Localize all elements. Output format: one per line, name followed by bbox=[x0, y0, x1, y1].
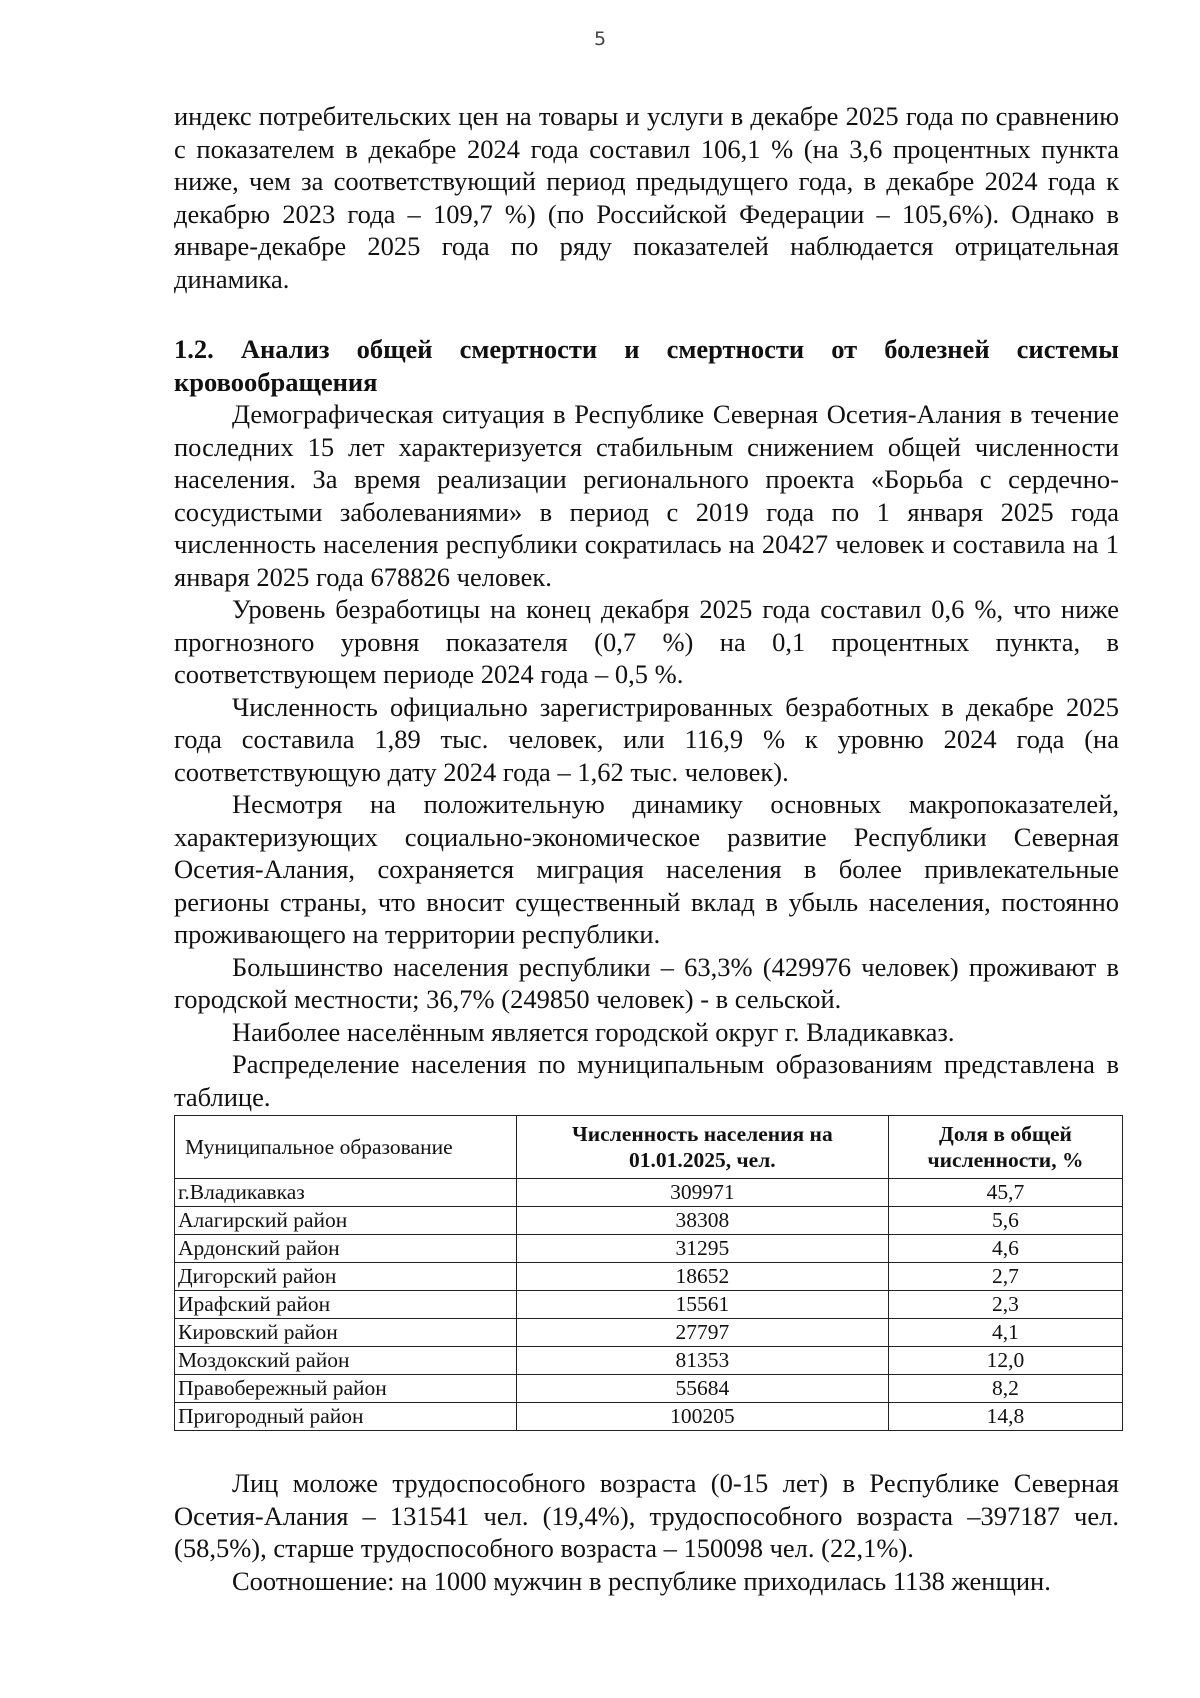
paragraph-sex-ratio: Соотношение: на 1000 мужчин в республике приходилась 1138 женщин. bbox=[232, 1565, 1051, 1596]
municipality-name: Пригородный район bbox=[175, 1403, 517, 1431]
population-table bbox=[174, 1115, 1123, 1431]
column-header: Доля в общей численности, % bbox=[888, 1116, 1122, 1179]
population-value: 38308 bbox=[516, 1207, 888, 1235]
share-value: 4,1 bbox=[888, 1319, 1122, 1347]
share-value: 5,6 bbox=[888, 1207, 1122, 1235]
table-row bbox=[175, 1263, 1123, 1291]
paragraph-table-intro: Распределение населения по муниципальным образованиям представлена в таблице. bbox=[174, 1049, 1119, 1112]
municipality-name: Правобережный район bbox=[175, 1375, 517, 1403]
table-row bbox=[175, 1291, 1123, 1319]
section-heading: 1.2. Анализ общей смертности и смертности от болезней системы кровообращения bbox=[174, 334, 1119, 397]
population-value: 81353 bbox=[516, 1347, 888, 1375]
paragraph-unemployment-rate: Уровень безработицы на конец декабря 2025 года составил 0,6 %, что ниже прогнозного уровня показателя (0,7 %) на 0,1 процентных пункта, в соответствующем периоде 2024 года – 0,5 %. bbox=[174, 594, 1119, 689]
municipality-name: Дигорский район bbox=[175, 1263, 517, 1291]
table-row bbox=[175, 1375, 1123, 1403]
intro-paragraph: индекс потребительских цен на товары и услуги в декабре 2025 года по сравнению с показателем в декабре 2024 года составил 106,1 % (на 3,6 процентных пункта ниже, чем за соответствующий период предыдущего года, в декабре 2024 года к декабрю 2023 года – 109,7 %) (по Российской Федерации – 105,6%). Однако в январе-декабре 2025 года по ряду показателей наблюдается отрицательная динамика. bbox=[174, 101, 1119, 294]
table-row bbox=[175, 1319, 1123, 1347]
share-value: 2,7 bbox=[888, 1263, 1122, 1291]
population-value: 55684 bbox=[516, 1375, 888, 1403]
share-value: 14,8 bbox=[888, 1403, 1122, 1431]
paragraph-migration: Несмотря на положительную динамику основных макропоказателей, характеризующих социально-экономическое развитие Республики Северная Осетия-Алания, сохраняется миграция населения в более привлекательные регионы страны, что вносит существенный вклад в убыль населения, постоянно проживающего на территории республики. bbox=[174, 789, 1119, 949]
population-value: 100205 bbox=[516, 1403, 888, 1431]
table-row bbox=[175, 1235, 1123, 1263]
paragraph-urban-rural: Большинство населения республики – 63,3% (429976 человек) проживают в городской местности; 36,7% (249850 человек) - в сельской. bbox=[174, 951, 1119, 1014]
population-value: 309971 bbox=[516, 1179, 888, 1207]
share-value: 2,3 bbox=[888, 1291, 1122, 1319]
municipality-name: Ирафский район bbox=[175, 1291, 517, 1319]
municipality-name: Кировский район bbox=[175, 1319, 517, 1347]
table-row bbox=[175, 1207, 1123, 1235]
population-value: 15561 bbox=[516, 1291, 888, 1319]
share-value: 4,6 bbox=[888, 1235, 1122, 1263]
paragraph-registered-unemployed: Численность официально зарегистрированных безработных в декабре 2025 года составила 1,89 тыс. человек, или 116,9 % к уровню 2024 года (на соответствующую дату 2024 года – 1,62 тыс. человек). bbox=[174, 691, 1119, 787]
table-row bbox=[175, 1347, 1123, 1375]
paragraph-age-groups: Лиц моложе трудоспособного возраста (0-15 лет) в Республике Северная Осетия-Алания – 131541 чел. (19,4%), трудоспособного возраста –397187 чел. (58,5%), старше трудоспособного возраста – 150098 чел. (22,1%). bbox=[174, 1468, 1119, 1563]
population-value: 31295 bbox=[516, 1235, 888, 1263]
paragraph-demography: Демографическая ситуация в Республике Северная Осетия-Алания в течение последних 15 лет характеризуется стабильным снижением общей численности населения. За время реализации регионального проекта «Борьба с сердечно-сосудистыми заболеваниями» в период с 2019 года по 1 января 2025 года численность населения республики сократилась на 20427 человек и составила на 1 января 2025 года 678826 человек. bbox=[174, 399, 1119, 592]
municipality-name: Алагирский район bbox=[175, 1207, 517, 1235]
table-row bbox=[175, 1403, 1123, 1431]
municipality-name: Моздокский район bbox=[175, 1347, 517, 1375]
municipality-name: Ардонский район bbox=[175, 1235, 517, 1263]
population-value: 18652 bbox=[516, 1263, 888, 1291]
share-value: 8,2 bbox=[888, 1375, 1122, 1403]
population-value: 27797 bbox=[516, 1319, 888, 1347]
share-value: 45,7 bbox=[888, 1179, 1122, 1207]
column-header: Муниципальное образование bbox=[175, 1116, 517, 1179]
column-header: Численность населения на 01.01.2025, чел. bbox=[516, 1116, 888, 1179]
table-row bbox=[175, 1179, 1123, 1207]
document-body bbox=[174, 100, 1119, 1597]
municipality-name: г.Владикавказ bbox=[175, 1179, 517, 1207]
page-number: 5 bbox=[593, 28, 607, 50]
paragraph-most-populated: Наиболее населённым является городской округ г. Владикавказ. bbox=[232, 1016, 955, 1047]
share-value: 12,0 bbox=[888, 1347, 1122, 1375]
table-header-row bbox=[175, 1116, 1123, 1179]
